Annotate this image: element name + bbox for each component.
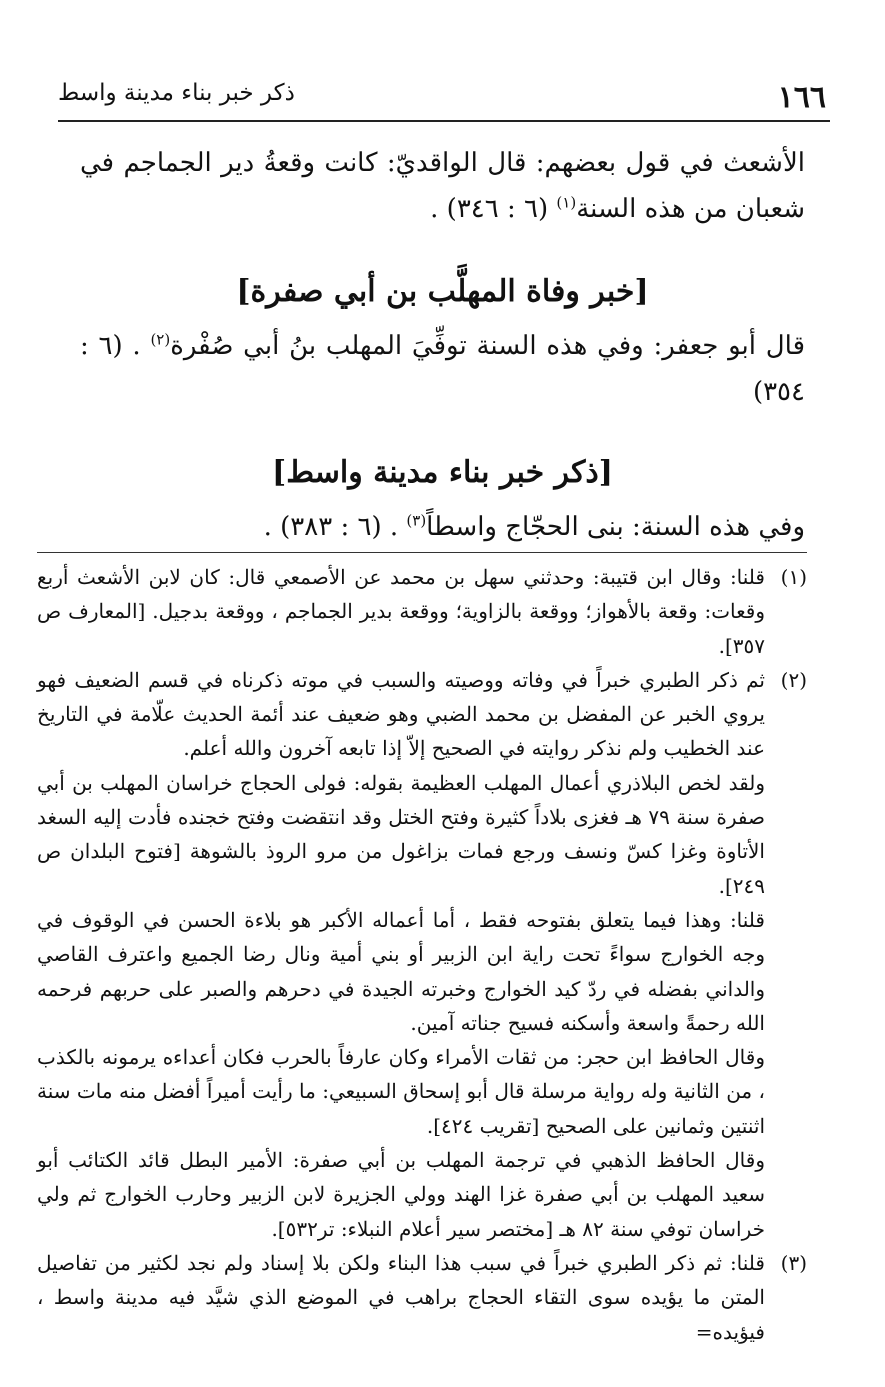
footnote-text: ولقد لخص البلاذري أعمال المهلب العظيمة بقوله: فولى الحجاج خراسان المهلب بن أبي صفرة سنة ٧٩ هـ فغزى بلاداً كثيرة وفتح الختل وقد انتقضت وفتح خجنده فأدت إليه السغد الأتاوة وغزا كسّ ونسف ورجع فمات بزاغول من مرو الروذ بالشوهة [فتوح البلدان ص ٢٤٩]. <box>37 770 765 898</box>
muhallab-citation: . (٦ : ٣٥٤) <box>80 331 805 407</box>
wasit-citation: . (٦ : ٣٨٣) . <box>263 512 407 542</box>
footnote-ref-1: (١) <box>556 193 577 212</box>
footnote-1 <box>37 560 807 663</box>
muhallab-text: قال أبو جعفر: وفي هذه السنة توفِّيَ المهلب بنُ أبي صُفْرة <box>170 331 806 361</box>
footnote-text: وقال الحافظ ابن حجر: من ثقات الأمراء وكان عارفاً بالحرب فكان أعداءه يرمونه بالكذب ، من الثانية وله رواية مرسلة قال أبو إسحاق السبيعي: ما رأيت أميراً أفضل منه مات سنة اثنتين وثمانين على الصحيح [تقريب ٤٢٤]. <box>37 1045 765 1138</box>
running-header <box>58 72 826 122</box>
footnote-ref-2: (٢) <box>150 330 171 349</box>
footnote-text: وقال الحافظ الذهبي في ترجمة المهلب بن أبي صفرة: الأمير البطل قائد الكتائب أبو سعيد المهلب بن أبي صفرة غزا الهند وولي الجزيرة لابن الزبير وحارب الخوارج ثم ولي خراسان توفي سنة ٨٢ هـ [مختصر سير أعلام النبلاء: تر٥٣٢]. <box>37 1148 765 1241</box>
section-heading-wasit: [ذكر خبر بناء مدينة واسط] <box>272 455 613 490</box>
header-rule <box>58 120 830 122</box>
footnote-ref-3: (٣) <box>406 511 427 530</box>
footnote-text: قلنا: ثم ذكر الطبري خبراً في سبب هذا البناء ولكن بلا إسناد ولم نجد لكثير من تفاصيل المتن ما يؤيده سوى التقاء الحجاج براهب في الموضع الذي شيَّد فيه مدينة واسط ، فيؤيده= <box>37 1250 765 1344</box>
footnotes-rule <box>37 552 807 553</box>
footnote-text: ثم ذكر الطبري خبراً في وفاته ووصيته والسبب في موته ذكرناه في قسم الضعيف فهو يروي الخبر عن المفضل بن محمد الضبي وهو ضعيف عند أئمة الحديث علّامة في التاريخ عند الخطيب ولم نذكر روايته في الصحيح إلاّ إذا تابعه آخرون والله أعلم. <box>37 667 765 761</box>
section-paragraph-muhallab <box>80 323 805 415</box>
wasit-text: وفي هذه السنة: بنى الحجّاج واسطاً <box>426 512 805 542</box>
footnote-2 <box>37 663 807 766</box>
intro-paragraph <box>80 140 805 232</box>
page-number: ١٦٦ <box>777 80 826 115</box>
section-paragraph-wasit <box>80 504 805 550</box>
footnote-2-paragraph-3 <box>37 903 807 1040</box>
footnote-2-paragraph-5 <box>37 1143 807 1246</box>
footnote-text: قلنا: وقال ابن قتيبة: وحدثني سهل بن محمد عن الأصمعي قال: كان لابن الأشعث أربع وقعات: وقعة بالأهواز؛ ووقعة بالزاوية؛ ووقعة بدير الجماجم ، ووقعة بدجيل. [المعارف ص ٣٥٧]. <box>37 565 765 658</box>
footnote-2-paragraph-4 <box>37 1040 807 1143</box>
footnote-2-paragraph-2 <box>37 766 807 903</box>
footnote-3 <box>37 1246 807 1349</box>
footnote-text: قلنا: وهذا فيما يتعلق بفتوحه فقط ، أما أعماله الأكبر هو بلاءة الحسن في الوقوف في وجه الخوارج سواءً تحت راية ابن الزبير أو بني أمية ونال رضا الجميع واعترف القاصي والداني بفضله في ردّ كيد الخوارج وخبرته الجيدة في دحرهم والصبر على حربهم فرحمه الله رحمةً واسعة وأسكنه فسيح جناته آمين. <box>37 907 766 1035</box>
main-text <box>80 140 805 550</box>
footnote-number: (١) <box>780 565 807 589</box>
footnotes <box>37 560 807 1349</box>
intro-citation: (٦ : ٣٤٦) . <box>430 194 557 224</box>
intro-text: الأشعث في قول بعضهم: قال الواقديّ: كانت وقعةُ دير الجماجم في شعبان من هذه السنة <box>80 148 805 224</box>
footnote-number: (٢) <box>780 667 807 692</box>
running-title: ذكر خبر بناء مدينة واسط <box>58 80 295 106</box>
footnote-number: (٣) <box>780 1250 807 1275</box>
section-heading-muhallab: [خبر وفاة المهلَّب بن أبي صفرة] <box>236 274 649 309</box>
